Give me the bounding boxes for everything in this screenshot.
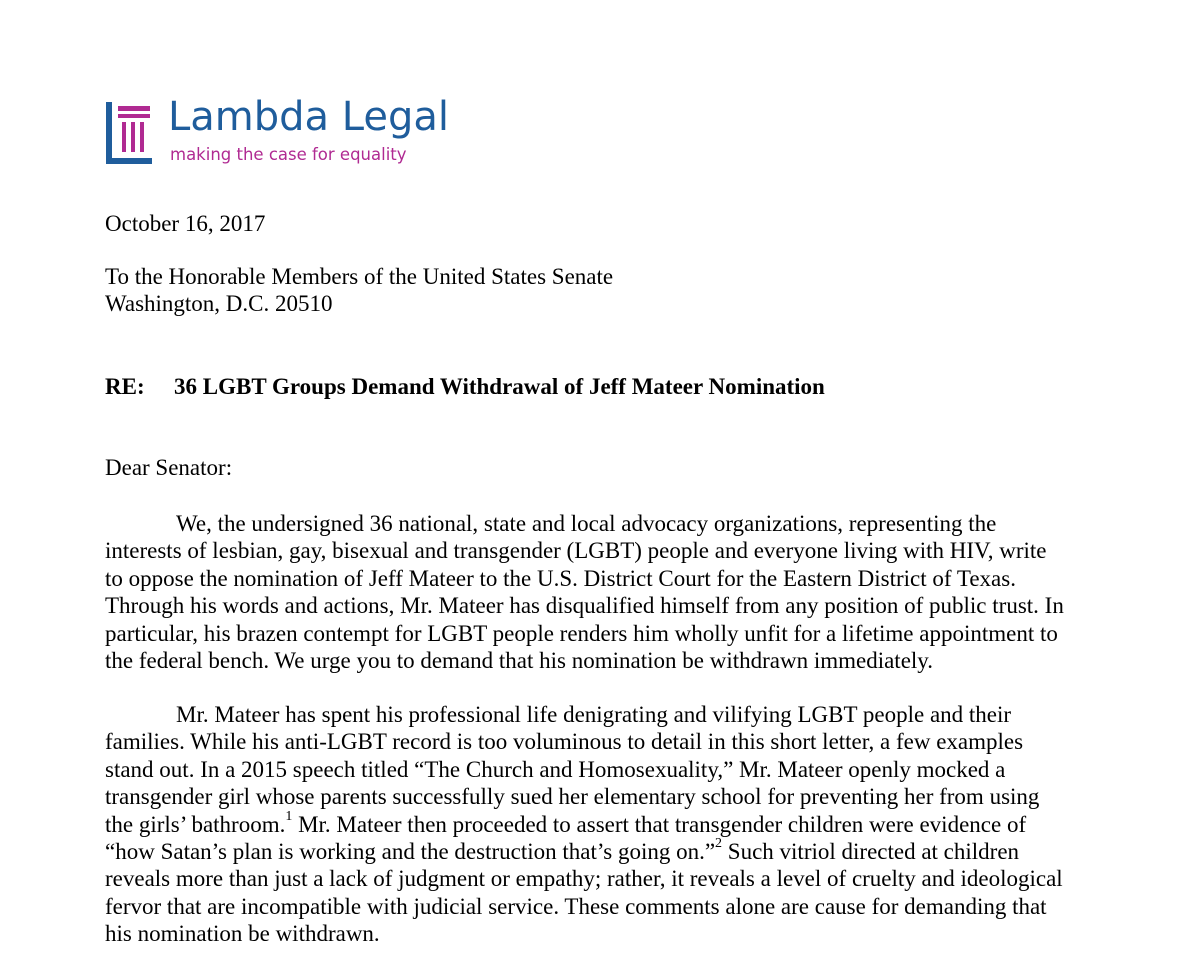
paragraph-line: to oppose the nomination of Jeff Mateer to the U.S. District Court for the Eastern District of Texas. (105, 565, 1016, 591)
paragraph-line: Through his words and actions, Mr. Mateer has disqualified himself from any position of public trust. In (105, 593, 1064, 619)
paragraph-text: Such vitriol directed at children (722, 839, 1020, 865)
paragraph-line: his nomination be withdrawn. (105, 921, 380, 947)
lambda-legal-logo (106, 94, 506, 170)
paragraph-line: stand out. In a 2015 speech titled “The Church and Homosexuality,” Mr. Mateer openly mocked a (105, 756, 1006, 782)
lambda-legal-logo-icon (106, 102, 152, 164)
paragraph-line: We, the undersigned 36 national, state and local advocacy organizations, representing the (176, 511, 997, 536)
paragraph-line: particular, his brazen contempt for LGBT people renders him wholly unfit for a lifetime appointment to (105, 620, 1058, 646)
paragraph-line: families. While his anti-LGBT record is too voluminous to detail in this short letter, a few examples (105, 729, 1024, 755)
paragraph-line (105, 838, 1063, 865)
paragraph-line: Mr. Mateer has spent his professional life denigrating and vilifying LGBT people and their (176, 702, 1012, 727)
letter-date: October 16, 2017 (105, 211, 266, 236)
footnote-marker-2[interactable]: 2 (715, 836, 723, 852)
paragraph-text: “how Satan’s plan is working and the destruction that’s going on.” (105, 839, 716, 865)
re-subject: 36 LGBT Groups Demand Withdrawal of Jeff Mateer Nomination (174, 374, 825, 399)
paragraph-line: interests of lesbian, gay, bisexual and transgender (LGBT) people and everyone living with HIV, write (105, 538, 1047, 564)
subject-line (105, 373, 825, 400)
paragraph-line (105, 808, 1063, 838)
paragraph-line: fervor that are incompatible with judicial service. These comments alone are cause for demanding that (105, 893, 1047, 919)
paragraph-line: the federal bench. We urge you to demand that his nomination be withdrawn immediately. (105, 648, 934, 674)
footnote-marker-1[interactable]: 1 (285, 808, 293, 824)
paragraph-line: transgender girl whose parents successfully sued her elementary school for preventing her from using (105, 784, 1040, 810)
recipient-address (105, 263, 613, 318)
paragraph-text: Mr. Mateer then proceeded to assert that transgender children were evidence of (292, 811, 1027, 837)
body-paragraph-1 (105, 510, 1064, 674)
body-paragraph-2 (105, 701, 1063, 948)
salutation: Dear Senator: (105, 455, 233, 480)
recipient-line: To the Honorable Members of the United States Senate (105, 264, 614, 289)
logo-name: Lambda Legal (168, 94, 449, 140)
paragraph-text: the girls’ bathroom. (105, 811, 286, 837)
logo-tagline: making the case for equality (170, 145, 407, 164)
paragraph-line: reveals more than just a lack of judgment or empathy; rather, it reveals a level of cruelty and ideological (105, 866, 1063, 892)
re-label: RE: (105, 374, 145, 399)
recipient-line: Washington, D.C. 20510 (105, 291, 333, 317)
